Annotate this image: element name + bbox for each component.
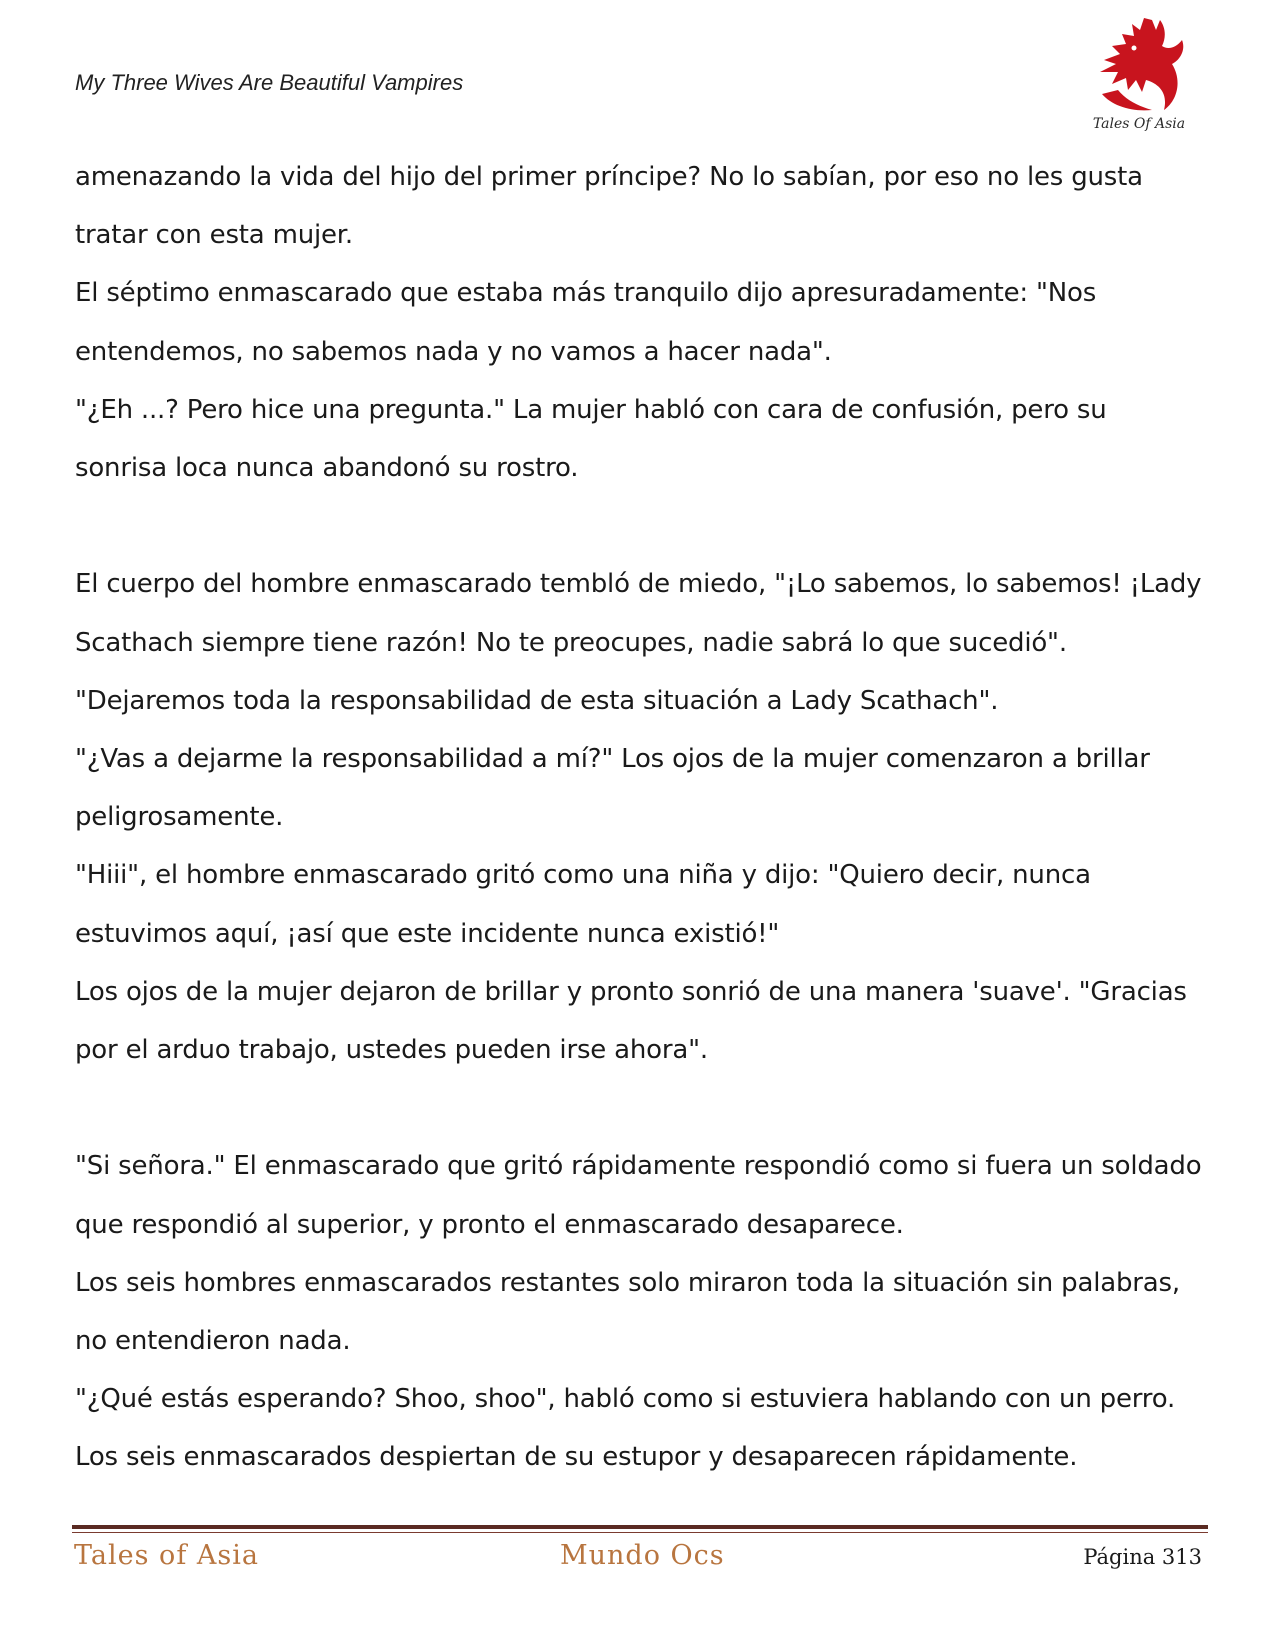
footer-divider-thin bbox=[72, 1532, 1208, 1533]
paragraph: "¿Vas a dejarme la responsabilidad a mí?" Los ojos de la mujer comenzaron a brillar peligrosamente. bbox=[75, 744, 1150, 833]
paragraph: "¿Eh ...? Pero hice una pregunta." La mujer habló con cara de confusión, pero su sonrisa loca nunca abandonó su rostro. bbox=[75, 394, 1107, 484]
paragraph: amenazando la vida del hijo del primer príncipe? No lo sabían, por eso no les gusta tratar con esta mujer. bbox=[75, 162, 1143, 251]
paragraph-spacer bbox=[75, 497, 1205, 555]
paragraph: "¿Qué estás esperando? Shoo, shoo", habló como si estuviera hablando con un perro. bbox=[75, 1384, 1176, 1415]
book-title: My Three Wives Are Beautiful Vampires bbox=[75, 70, 464, 95]
paragraph: El séptimo enmascarado que estaba más tranquilo dijo apresuradamente: "Nos entendemos, no sabemos nada y no vamos a hacer nada". bbox=[75, 278, 1097, 367]
paragraph: "Hiii", el hombre enmascarado gritó como una niña y dijo: "Quiero decir, nunca estuvimos aquí, ¡así que este incidente nunca existió!" bbox=[75, 860, 1091, 949]
logo-caption: Tales Of Asia bbox=[1092, 116, 1186, 132]
paragraph: Los seis hombres enmascarados restantes solo miraron toda la situación sin palabras, no entendieron nada. bbox=[75, 1267, 1180, 1357]
footer-translator: Mundo Ocs bbox=[560, 1540, 725, 1571]
page-number: Página 313 bbox=[1083, 1545, 1202, 1569]
paragraph: Los seis enmascarados despiertan de su estupor y desaparecen rápidamente. bbox=[75, 1442, 1078, 1473]
red-dragon-icon bbox=[1082, 14, 1192, 119]
chapter-body bbox=[75, 148, 1205, 1487]
paragraph: El cuerpo del hombre enmascarado tembló de miedo, "¡Lo sabemos, lo sabemos! ¡Lady Scathach siempre tiene razón! No te preocupes, nadie sabrá lo que sucedió". bbox=[75, 569, 1202, 658]
paragraph: Los ojos de la mujer dejaron de brillar y pronto sonrió de una manera 'suave'. "Gracias por el arduo trabajo, ustedes pueden irse ahora". bbox=[75, 976, 1187, 1066]
paragraph: "Si señora." El enmascarado que gritó rápidamente respondió como si fuera un soldado que respondió al superior, y pronto el enmascarado desaparece. bbox=[75, 1151, 1202, 1240]
paragraph: "Dejaremos toda la responsabilidad de esta situación a Lady Scathach". bbox=[75, 685, 999, 716]
footer-publisher: Tales of Asia bbox=[74, 1540, 259, 1571]
footer-divider bbox=[72, 1525, 1208, 1529]
paragraph-spacer bbox=[75, 1079, 1205, 1137]
publisher-logo bbox=[1082, 14, 1192, 139]
